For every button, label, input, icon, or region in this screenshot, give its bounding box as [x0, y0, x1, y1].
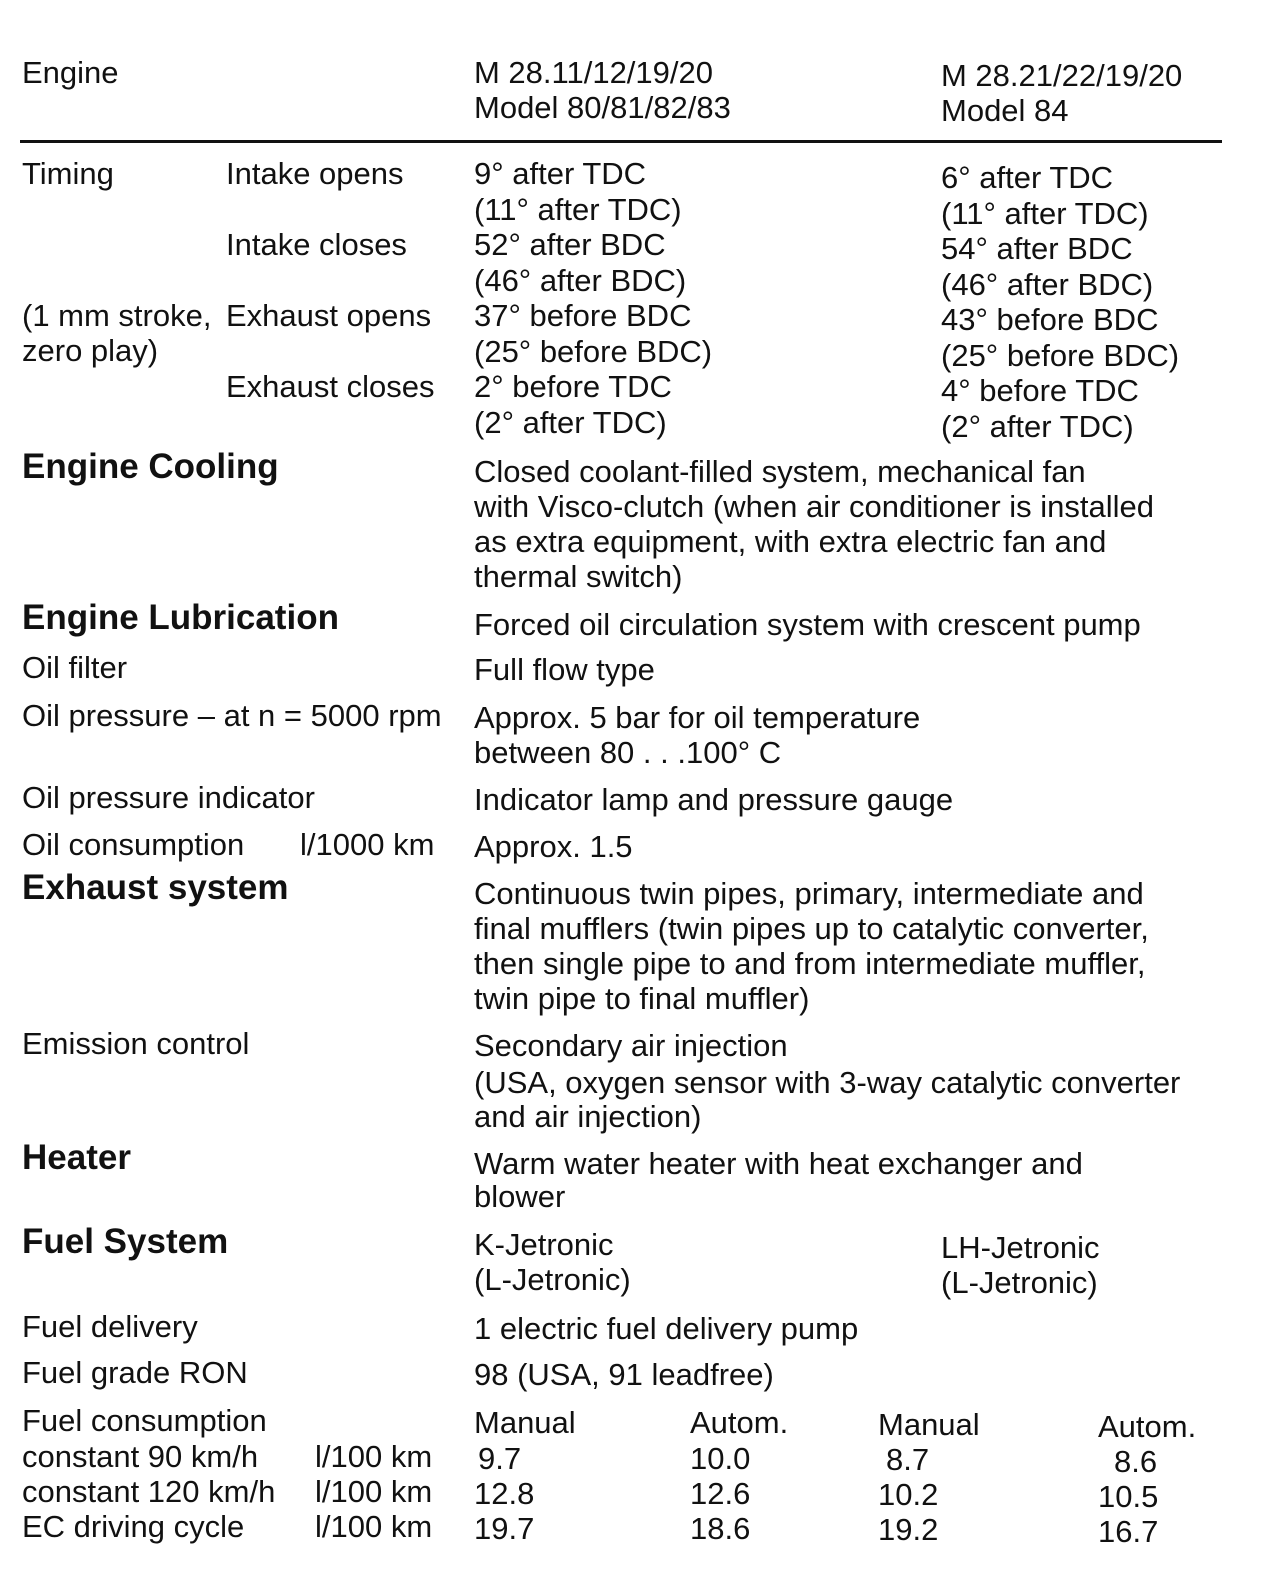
- timing-note-line2: zero play): [22, 333, 159, 368]
- intake-closes-col1-alt: (46° after BDC): [474, 263, 687, 298]
- fuel-grade-label: Fuel grade RON: [22, 1355, 248, 1390]
- exhaust-line4: twin pipe to final muffler): [474, 981, 810, 1016]
- consumption-header-manual-2: Manual: [878, 1407, 980, 1442]
- oil-pressure-label: Oil pressure – at n = 5000 rpm: [22, 698, 442, 733]
- intake-opens-col2: 6° after TDC: [941, 160, 1114, 195]
- table-row-unit: l/100 km: [315, 1474, 433, 1509]
- engine-label: Engine: [22, 55, 119, 90]
- fuel-consumption-label: Fuel consumption: [22, 1403, 267, 1438]
- cooling-line2: with Visco-clutch (when air conditioner is installed: [474, 489, 1155, 524]
- consumption-header-autom-1: Autom.: [690, 1405, 789, 1440]
- lubrication-value: Forced oil circulation system with crescent pump: [474, 607, 1141, 642]
- consumption-header-manual-1: Manual: [474, 1405, 576, 1440]
- fuel-delivery-value: 1 electric fuel delivery pump: [474, 1311, 859, 1346]
- exhaust-heading: Exhaust system: [22, 868, 289, 907]
- oil-filter-value: Full flow type: [474, 652, 655, 687]
- oil-indicator-value: Indicator lamp and pressure gauge: [474, 782, 954, 817]
- exhaust-closes-col1: 2° before TDC: [474, 369, 672, 404]
- engine-code-col2: M 28.21/22/19/20: [941, 58, 1183, 93]
- emission-line1: Secondary air injection: [474, 1028, 788, 1063]
- fuel-grade-value: 98 (USA, 91 leadfree): [474, 1357, 774, 1392]
- intake-closes-col2-alt: (46° after BDC): [941, 267, 1154, 302]
- table-row-unit: l/100 km: [315, 1439, 433, 1474]
- table-cell: 10.0: [690, 1441, 751, 1476]
- exhaust-opens-col1-alt: (25° before BDC): [474, 334, 713, 369]
- fuel-system-col1-alt: (L-Jetronic): [474, 1262, 631, 1297]
- table-cell: 19.2: [878, 1512, 939, 1547]
- lubrication-heading: Engine Lubrication: [22, 598, 339, 637]
- exhaust-line3: then single pipe to and from intermediate muffler,: [474, 946, 1146, 981]
- oil-indicator-label: Oil pressure indicator: [22, 780, 315, 815]
- cooling-heading: Engine Cooling: [22, 447, 279, 486]
- exhaust-line2: final mufflers (twin pipes up to catalytic converter,: [474, 911, 1149, 946]
- timing-label: Timing: [22, 156, 114, 191]
- exhaust-opens-label: Exhaust opens: [226, 298, 432, 333]
- oil-pressure-line1: Approx. 5 bar for oil temperature: [474, 700, 921, 735]
- emission-label: Emission control: [22, 1026, 250, 1061]
- exhaust-line1: Continuous twin pipes, primary, intermediate and: [474, 876, 1144, 911]
- intake-closes-col1: 52° after BDC: [474, 227, 666, 262]
- table-cell: 18.6: [690, 1511, 751, 1546]
- table-cell: 8.6: [1114, 1444, 1158, 1479]
- table-row-label: constant 120 km/h: [22, 1474, 276, 1509]
- intake-closes-col2: 54° after BDC: [941, 231, 1133, 266]
- heater-line1: Warm water heater with heat exchanger and: [474, 1146, 1083, 1181]
- intake-opens-label: Intake opens: [226, 156, 404, 191]
- intake-opens-col2-alt: (11° after TDC): [941, 196, 1149, 231]
- fuel-heading: Fuel System: [22, 1222, 229, 1261]
- header-rule: [20, 140, 1222, 143]
- consumption-header-autom-2: Autom.: [1098, 1409, 1197, 1444]
- table-row-unit: l/100 km: [315, 1509, 433, 1544]
- table-cell: 19.7: [474, 1511, 535, 1546]
- intake-opens-col1: 9° after TDC: [474, 156, 647, 191]
- heater-heading: Heater: [22, 1138, 131, 1177]
- exhaust-opens-col1: 37° before BDC: [474, 298, 692, 333]
- oil-consumption-label: Oil consumption: [22, 827, 245, 862]
- table-cell: 16.7: [1098, 1514, 1159, 1549]
- exhaust-opens-col2: 43° before BDC: [941, 302, 1159, 337]
- timing-note-line1: (1 mm stroke,: [22, 298, 212, 333]
- table-cell: 10.5: [1098, 1479, 1159, 1514]
- oil-filter-label: Oil filter: [22, 650, 128, 685]
- table-cell: 12.6: [690, 1476, 751, 1511]
- table-cell: 8.7: [886, 1442, 930, 1477]
- exhaust-closes-col1-alt: (2° after TDC): [474, 405, 667, 440]
- fuel-delivery-label: Fuel delivery: [22, 1309, 198, 1344]
- table-cell: 10.2: [878, 1477, 939, 1512]
- model-col2: Model 84: [941, 93, 1069, 128]
- cooling-line3: as extra equipment, with extra electric fan and: [474, 524, 1107, 559]
- engine-code-col1: M 28.11/12/19/20: [474, 55, 713, 90]
- exhaust-closes-label: Exhaust closes: [226, 369, 435, 404]
- emission-line2: (USA, oxygen sensor with 3-way catalytic converter: [474, 1065, 1181, 1100]
- oil-consumption-value: Approx. 1.5: [474, 829, 633, 864]
- table-cell: 9.7: [478, 1441, 522, 1476]
- heater-line2: blower: [474, 1179, 566, 1214]
- fuel-system-col2-alt: (L-Jetronic): [941, 1265, 1098, 1300]
- exhaust-closes-col2-alt: (2° after TDC): [941, 409, 1134, 444]
- intake-opens-col1-alt: (11° after TDC): [474, 192, 682, 227]
- model-col1: Model 80/81/82/83: [474, 90, 731, 125]
- oil-pressure-line2: between 80 . . .100° C: [474, 735, 782, 770]
- cooling-line4: thermal switch): [474, 559, 683, 594]
- fuel-system-col1: K-Jetronic: [474, 1227, 614, 1262]
- table-row-label: constant 90 km/h: [22, 1439, 259, 1474]
- table-row-label: EC driving cycle: [22, 1509, 245, 1544]
- fuel-system-col2: LH-Jetronic: [941, 1230, 1100, 1265]
- intake-closes-label: Intake closes: [226, 227, 407, 262]
- exhaust-opens-col2-alt: (25° before BDC): [941, 338, 1180, 373]
- oil-consumption-unit: l/1000 km: [300, 827, 435, 862]
- table-cell: 12.8: [474, 1476, 535, 1511]
- exhaust-closes-col2: 4° before TDC: [941, 373, 1139, 408]
- emission-line3: and air injection): [474, 1099, 702, 1134]
- cooling-line1: Closed coolant-filled system, mechanical fan: [474, 454, 1086, 489]
